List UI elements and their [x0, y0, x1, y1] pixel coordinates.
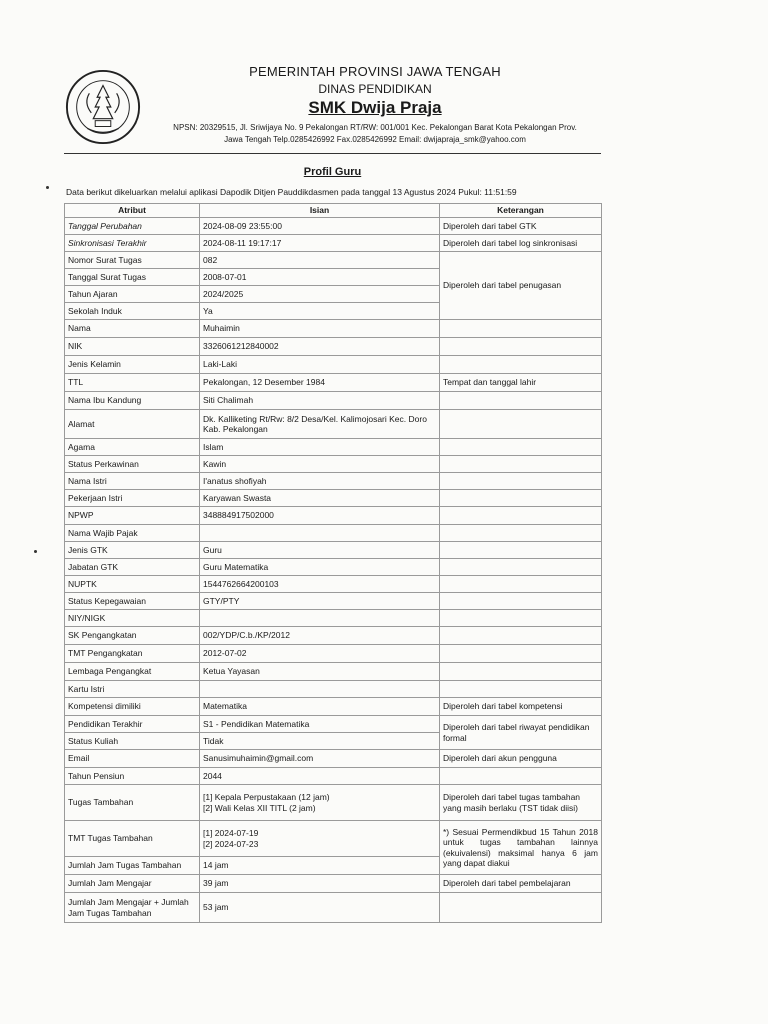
scan-speck — [34, 550, 37, 553]
table-row — [65, 235, 602, 252]
row-attr: Alamat — [65, 410, 200, 439]
row-value: Guru — [200, 542, 440, 559]
table-row — [65, 698, 602, 716]
row-value: Islam — [200, 439, 440, 456]
row-value-line: [2] Wali Kelas XII TITL (2 jam) — [203, 802, 316, 813]
row-note: Diperoleh dari tabel penugasan — [440, 252, 602, 320]
row-note — [440, 439, 602, 456]
row-attr: Sekolah Induk — [65, 303, 200, 320]
row-value: I'anatus shofiyah — [200, 473, 440, 490]
row-value: 2024-08-09 23:55:00 — [200, 218, 440, 235]
row-value: 2012-07-02 — [200, 645, 440, 663]
row-note — [440, 338, 602, 356]
row-value — [200, 821, 440, 857]
table-row — [65, 374, 602, 392]
row-note — [440, 663, 602, 681]
row-value: Ya — [200, 303, 440, 320]
row-attr: Tugas Tambahan — [65, 785, 200, 821]
row-value: 2044 — [200, 768, 440, 785]
table-row — [65, 252, 602, 269]
row-value: Pekalongan, 12 Desember 1984 — [200, 374, 440, 392]
row-value: 2024/2025 — [200, 286, 440, 303]
row-attr: SK Pengangkatan — [65, 627, 200, 645]
row-attr: Tanggal Perubahan — [65, 218, 200, 235]
table-row — [65, 821, 602, 857]
row-note — [440, 456, 602, 473]
row-note — [440, 392, 602, 410]
row-value — [200, 785, 440, 821]
row-attr: Jumlah Jam Mengajar + Jumlah Jam Tugas Tambahan — [65, 893, 200, 923]
row-note: Diperoleh dari tabel kompetensi — [440, 698, 602, 716]
table-header-row — [65, 204, 602, 218]
row-value: Tidak — [200, 733, 440, 750]
table-row — [65, 663, 602, 681]
row-note — [440, 593, 602, 610]
table-row — [65, 338, 602, 356]
row-note — [440, 559, 602, 576]
table-row — [65, 320, 602, 338]
row-attr: Sinkronisasi Terakhir — [65, 235, 200, 252]
row-attr: NUPTK — [65, 576, 200, 593]
table-row — [65, 439, 602, 456]
letterhead — [60, 62, 605, 152]
document-title: Profil Guru — [303, 166, 362, 178]
row-note — [440, 542, 602, 559]
table-row — [65, 875, 602, 893]
row-value: 53 jam — [200, 893, 440, 923]
row-note — [440, 507, 602, 525]
row-value: Dk. Kalliketing Rt/Rw: 8/2 Desa/Kel. Kalimojosari Kec. Doro Kab. Pekalongan — [200, 410, 440, 439]
row-attr: Jenis Kelamin — [65, 356, 200, 374]
row-attr: Kompetensi dimiliki — [65, 698, 200, 716]
row-value — [200, 525, 440, 542]
row-attr: NIY/NIGK — [65, 610, 200, 627]
table-row — [65, 627, 602, 645]
table-row — [65, 750, 602, 768]
row-note: Diperoleh dari tabel tugas tambahan yang masih berlaku (TST tidak diisi) — [440, 785, 602, 821]
row-value: 1544762664200103 — [200, 576, 440, 593]
row-attr: Jenis GTK — [65, 542, 200, 559]
row-note — [440, 525, 602, 542]
row-attr: Tahun Pensiun — [65, 768, 200, 785]
table-row — [65, 559, 602, 576]
row-attr: Agama — [65, 439, 200, 456]
row-note — [440, 356, 602, 374]
row-note — [440, 320, 602, 338]
table-row — [65, 525, 602, 542]
table-row — [65, 410, 602, 439]
row-attr: Pendidikan Terakhir — [65, 716, 200, 733]
row-attr: Status Perkawinan — [65, 456, 200, 473]
row-attr: Lembaga Pengangkat — [65, 663, 200, 681]
row-note: Diperoleh dari tabel pembelajaran — [440, 875, 602, 893]
school-name: SMK Dwija Praja — [308, 98, 442, 117]
row-note: Tempat dan tanggal lahir — [440, 374, 602, 392]
scan-speck — [46, 186, 49, 189]
row-value: Muhaimin — [200, 320, 440, 338]
address-line-1: NPSN: 20329515, Jl. Sriwijaya No. 9 Pekalongan RT/RW: 001/001 Kec. Pekalongan Barat Kota Pekalongan Prov. — [173, 123, 577, 132]
row-attr: Jumlah Jam Tugas Tambahan — [65, 857, 200, 875]
row-note — [440, 893, 602, 923]
table-row — [65, 218, 602, 235]
row-note — [440, 473, 602, 490]
row-attr: Nama — [65, 320, 200, 338]
row-note — [440, 645, 602, 663]
row-value: Guru Matematika — [200, 559, 440, 576]
row-attr: NIK — [65, 338, 200, 356]
row-note — [440, 610, 602, 627]
row-value: 002/YDP/C.b./KP/2012 — [200, 627, 440, 645]
row-note: Diperoleh dari akun pengguna — [440, 750, 602, 768]
header-isian: Isian — [200, 204, 440, 218]
row-value: 2024-08-11 19:17:17 — [200, 235, 440, 252]
row-value: 3326061212840002 — [200, 338, 440, 356]
table-row — [65, 610, 602, 627]
row-value: Kawin — [200, 456, 440, 473]
row-attr: TMT Tugas Tambahan — [65, 821, 200, 857]
header-keterangan: Keterangan — [440, 204, 602, 218]
table-row — [65, 473, 602, 490]
table-row — [65, 645, 602, 663]
table-row — [65, 356, 602, 374]
row-note: Diperoleh dari tabel GTK — [440, 218, 602, 235]
row-value: 348884917502000 — [200, 507, 440, 525]
document-intro: Data berikut dikeluarkan melalui aplikasi Dapodik Ditjen Pauddikdasmen pada tanggal 13 Agustus 2024 Pukul: 11:51:59 — [66, 187, 517, 197]
row-attr: TMT Pengangkatan — [65, 645, 200, 663]
row-attr: Tahun Ajaran — [65, 286, 200, 303]
table-row — [65, 681, 602, 698]
row-value — [200, 681, 440, 698]
row-note — [440, 410, 602, 439]
row-attr: Jumlah Jam Mengajar — [65, 875, 200, 893]
row-attr: Pekerjaan Istri — [65, 490, 200, 507]
row-value — [200, 610, 440, 627]
table-row — [65, 768, 602, 785]
row-attr: Nama Wajib Pajak — [65, 525, 200, 542]
row-attr: NPWP — [65, 507, 200, 525]
profile-table — [64, 203, 602, 923]
government-name: PEMERINTAH PROVINSI JAWA TENGAH — [249, 64, 501, 79]
row-value: Sanusimuhaimin@gmail.com — [200, 750, 440, 768]
row-attr: Kartu Istri — [65, 681, 200, 698]
row-value: Laki-Laki — [200, 356, 440, 374]
row-value: Ketua Yayasan — [200, 663, 440, 681]
table-row — [65, 716, 602, 733]
address-line-2: Jawa Tengah Telp.0285426992 Fax.0285426992 Email: dwijapraja_smk@yahoo.com — [224, 135, 526, 144]
row-note — [440, 490, 602, 507]
table-row — [65, 785, 602, 821]
table-row — [65, 392, 602, 410]
row-attr: TTL — [65, 374, 200, 392]
table-row — [65, 893, 602, 923]
row-value-line: [1] Kepala Perpustakaan (12 jam) — [203, 792, 330, 802]
row-attr: Nama Istri — [65, 473, 200, 490]
row-attr: Tanggal Surat Tugas — [65, 269, 200, 286]
row-attr: Email — [65, 750, 200, 768]
table-row — [65, 576, 602, 593]
tut-wuri-handayani-logo — [64, 68, 142, 146]
department-name: DINAS PENDIDIKAN — [318, 82, 432, 96]
row-value-line: [1] 2024-07-19 — [203, 828, 259, 838]
table-row — [65, 490, 602, 507]
row-value: 2008-07-01 — [200, 269, 440, 286]
row-value: 14 jam — [200, 857, 440, 875]
row-value: 082 — [200, 252, 440, 269]
row-value: GTY/PTY — [200, 593, 440, 610]
letterhead-divider — [64, 153, 601, 154]
row-value: Matematika — [200, 698, 440, 716]
row-attr: Jabatan GTK — [65, 559, 200, 576]
table-row — [65, 542, 602, 559]
row-note: Diperoleh dari tabel log sinkronisasi — [440, 235, 602, 252]
row-note: Diperoleh dari tabel riwayat pendidikan formal — [440, 716, 602, 750]
row-value: 39 jam — [200, 875, 440, 893]
row-value: S1 - Pendidikan Matematika — [200, 716, 440, 733]
row-attr: Nama Ibu Kandung — [65, 392, 200, 410]
row-note — [440, 768, 602, 785]
row-attr: Status Kepegawaian — [65, 593, 200, 610]
table-row — [65, 456, 602, 473]
row-attr: Nomor Surat Tugas — [65, 252, 200, 269]
row-attr: Status Kuliah — [65, 733, 200, 750]
row-value: Karyawan Swasta — [200, 490, 440, 507]
row-note: *) Sesuai Permendikbud 15 Tahun 2018 untuk tugas tambahan lainnya (ekuivalensi) maksimal hanya 6 jam yang dapat diakui — [440, 821, 602, 875]
row-value-line: [2] 2024-07-23 — [203, 838, 259, 849]
header-atribut: Atribut — [65, 204, 200, 218]
row-note — [440, 576, 602, 593]
row-value: Siti Chalimah — [200, 392, 440, 410]
row-note — [440, 627, 602, 645]
table-row — [65, 507, 602, 525]
row-note — [440, 681, 602, 698]
table-row — [65, 593, 602, 610]
